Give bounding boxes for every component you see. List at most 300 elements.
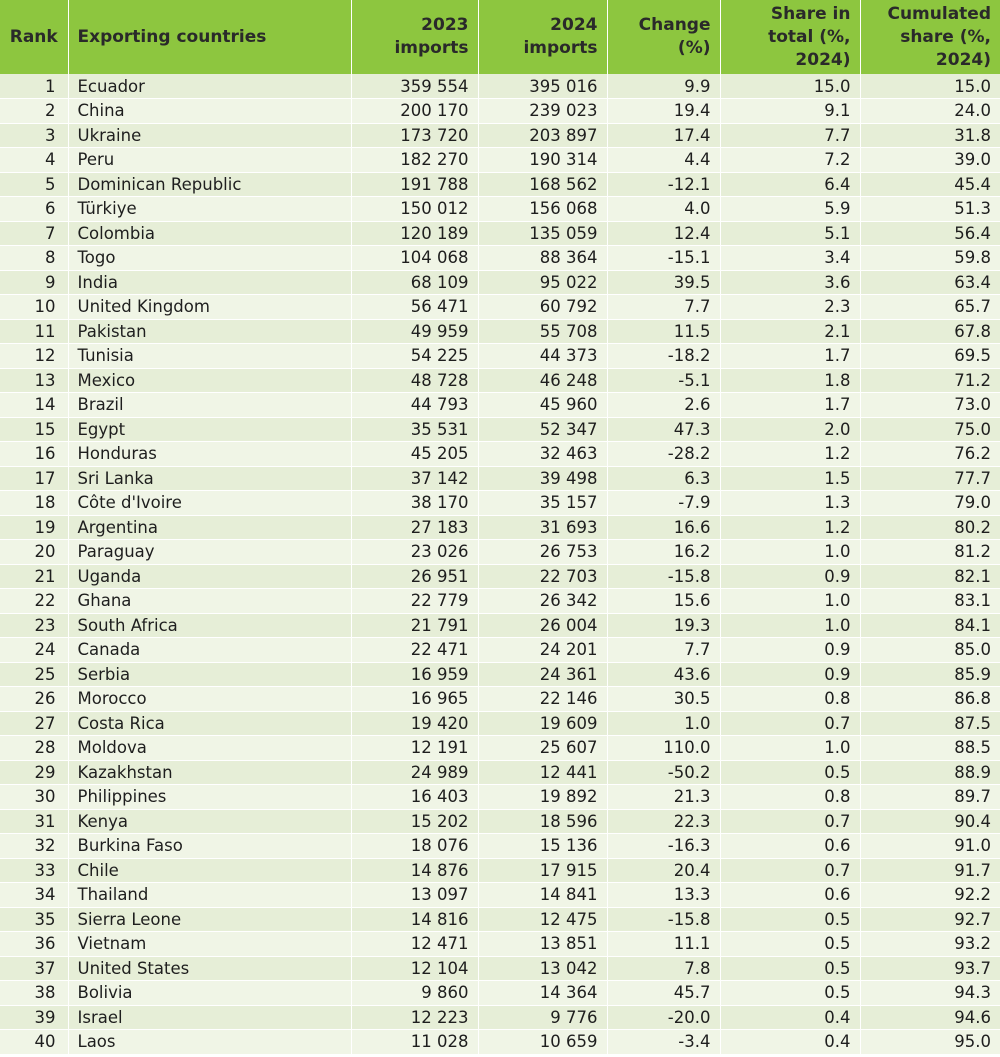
share-cell: 1.2 [720,442,860,467]
country-cell: Canada [68,638,351,663]
change-cell: 1.0 [607,711,720,736]
change-cell: 12.4 [607,221,720,246]
change-cell: 30.5 [607,687,720,712]
cumulated-share-cell: 94.3 [860,981,1000,1006]
rank-cell: 14 [0,393,68,418]
cumulated-header-line1: Cumulated [887,3,991,24]
imports-2024-cell: 10 659 [478,1030,607,1055]
share-cell: 3.6 [720,270,860,295]
cumulated-share-cell: 80.2 [860,515,1000,540]
imports-2023-cell: 191 788 [351,172,478,197]
share-cell: 0.4 [720,1030,860,1055]
share-cell: 0.5 [720,981,860,1006]
imports-2024-cell: 46 248 [478,368,607,393]
share-cell: 15.0 [720,74,860,99]
country-cell: Kenya [68,809,351,834]
country-cell: Ukraine [68,123,351,148]
change-cell: 43.6 [607,662,720,687]
table-row [0,172,1000,197]
change-cell: -15.8 [607,907,720,932]
share-cell: 3.4 [720,246,860,271]
share-cell: 6.4 [720,172,860,197]
change-cell: -15.8 [607,564,720,589]
rank-cell: 5 [0,172,68,197]
imports-2023-cell: 38 170 [351,491,478,516]
rank-cell: 40 [0,1030,68,1055]
cumulated-share-cell: 94.6 [860,1005,1000,1030]
share-cell: 5.1 [720,221,860,246]
imports-2023-header [351,0,478,74]
change-cell: 22.3 [607,809,720,834]
cumulated-share-cell: 69.5 [860,344,1000,369]
table-row [0,295,1000,320]
cumulated-share-cell: 51.3 [860,197,1000,222]
change-cell: 13.3 [607,883,720,908]
imports-2023-cell: 12 471 [351,932,478,957]
share-cell: 0.5 [720,932,860,957]
rank-cell: 35 [0,907,68,932]
cumulated-share-cell: 93.2 [860,932,1000,957]
cumulated-header-line3: 2024) [935,49,991,70]
country-cell: Sri Lanka [68,466,351,491]
cumulated-share-cell: 92.7 [860,907,1000,932]
table-row [0,221,1000,246]
cumulated-share-cell: 56.4 [860,221,1000,246]
cumulated-share-cell: 91.0 [860,834,1000,859]
change-cell: -3.4 [607,1030,720,1055]
change-cell: 11.5 [607,319,720,344]
cumulated-share-cell: 86.8 [860,687,1000,712]
table-row [0,932,1000,957]
imports-2023-cell: 182 270 [351,148,478,173]
rank-cell: 11 [0,319,68,344]
cumulated-share-cell: 67.8 [860,319,1000,344]
country-cell: Dominican Republic [68,172,351,197]
country-cell: Philippines [68,785,351,810]
imports-2024-header [478,0,607,74]
imports-2024-cell: 26 342 [478,589,607,614]
rank-cell: 20 [0,540,68,565]
imports-2023-cell: 44 793 [351,393,478,418]
rank-cell: 37 [0,956,68,981]
change-cell: 45.7 [607,981,720,1006]
rank-cell: 8 [0,246,68,271]
rank-cell: 7 [0,221,68,246]
table-row [0,417,1000,442]
rank-cell: 12 [0,344,68,369]
table-row [0,99,1000,124]
imports-2024-cell: 13 042 [478,956,607,981]
imports-2023-cell: 27 183 [351,515,478,540]
imports-2024-cell: 22 703 [478,564,607,589]
imports-2024-cell: 14 364 [478,981,607,1006]
change-cell: 47.3 [607,417,720,442]
imports-2024-cell: 156 068 [478,197,607,222]
imports-2023-header-line1: 2023 [421,15,469,35]
table-row [0,344,1000,369]
cumulated-share-cell: 24.0 [860,99,1000,124]
imports-2024-cell: 95 022 [478,270,607,295]
country-cell: Egypt [68,417,351,442]
change-cell: 19.3 [607,613,720,638]
imports-2023-cell: 16 959 [351,662,478,687]
imports-2024-cell: 17 915 [478,858,607,883]
imports-2023-cell: 12 191 [351,736,478,761]
change-cell: -7.9 [607,491,720,516]
cumulated-share-cell: 39.0 [860,148,1000,173]
imports-2023-cell: 22 779 [351,589,478,614]
table-row [0,393,1000,418]
imports-2024-cell: 44 373 [478,344,607,369]
country-cell: Ghana [68,589,351,614]
country-cell: China [68,99,351,124]
table-row [0,515,1000,540]
change-cell: -12.1 [607,172,720,197]
table-row [0,589,1000,614]
imports-2024-cell: 88 364 [478,246,607,271]
country-cell: South Africa [68,613,351,638]
imports-2024-cell: 19 892 [478,785,607,810]
rank-cell: 28 [0,736,68,761]
imports-2024-cell: 14 841 [478,883,607,908]
change-cell: -20.0 [607,1005,720,1030]
share-cell: 9.1 [720,99,860,124]
country-cell: Pakistan [68,319,351,344]
imports-2024-cell: 9 776 [478,1005,607,1030]
cumulated-share-cell: 15.0 [860,74,1000,99]
cumulated-share-cell: 93.7 [860,956,1000,981]
table-header [0,0,1000,74]
table-row [0,319,1000,344]
imports-2024-cell: 24 201 [478,638,607,663]
imports-2024-cell: 190 314 [478,148,607,173]
cumulated-share-cell: 59.8 [860,246,1000,271]
change-cell: -18.2 [607,344,720,369]
share-cell: 1.3 [720,491,860,516]
country-cell: Thailand [68,883,351,908]
share-cell: 0.9 [720,662,860,687]
table-row [0,760,1000,785]
share-cell: 1.7 [720,344,860,369]
change-cell: 6.3 [607,466,720,491]
table-row [0,736,1000,761]
imports-2023-cell: 11 028 [351,1030,478,1055]
rank-cell: 10 [0,295,68,320]
imports-2024-cell: 19 609 [478,711,607,736]
imports-2023-cell: 173 720 [351,123,478,148]
rank-header-label: Rank [9,26,58,47]
share-cell: 1.0 [720,540,860,565]
table-row [0,270,1000,295]
country-cell: Paraguay [68,540,351,565]
cumulated-header-line2: share (%, [900,26,991,47]
share-cell: 1.0 [720,613,860,638]
imports-2024-cell: 18 596 [478,809,607,834]
country-cell: Peru [68,148,351,173]
rank-cell: 17 [0,466,68,491]
change-cell: 2.6 [607,393,720,418]
imports-2023-cell: 48 728 [351,368,478,393]
change-cell: -16.3 [607,834,720,859]
rank-cell: 6 [0,197,68,222]
imports-2024-cell: 55 708 [478,319,607,344]
cumulated-share-cell: 85.0 [860,638,1000,663]
country-cell: United Kingdom [68,295,351,320]
rank-header [0,0,68,74]
imports-2024-cell: 60 792 [478,295,607,320]
country-cell: Côte d'Ivoire [68,491,351,516]
share-cell: 7.7 [720,123,860,148]
imports-2023-cell: 19 420 [351,711,478,736]
table-row [0,638,1000,663]
table-row [0,368,1000,393]
change-cell: 17.4 [607,123,720,148]
change-cell: 16.6 [607,515,720,540]
cumulated-share-cell: 63.4 [860,270,1000,295]
country-cell: India [68,270,351,295]
change-cell: 9.9 [607,74,720,99]
cumulated-share-cell: 87.5 [860,711,1000,736]
rank-cell: 1 [0,74,68,99]
change-cell: 7.8 [607,956,720,981]
cumulated-share-cell: 76.2 [860,442,1000,467]
table-row [0,74,1000,99]
table-row [0,834,1000,859]
imports-2024-header-line1: 2024 [550,15,598,35]
country-cell: Bolivia [68,981,351,1006]
imports-2023-cell: 26 951 [351,564,478,589]
table-row [0,564,1000,589]
table-row [0,540,1000,565]
share-cell: 1.7 [720,393,860,418]
imports-2023-cell: 24 989 [351,760,478,785]
table-row [0,981,1000,1006]
rank-cell: 16 [0,442,68,467]
cumulated-share-cell: 89.7 [860,785,1000,810]
share-cell: 2.0 [720,417,860,442]
rank-cell: 23 [0,613,68,638]
country-header-label: Exporting countries [77,26,267,47]
cumulated-share-cell: 45.4 [860,172,1000,197]
country-cell: Tunisia [68,344,351,369]
share-cell: 0.7 [720,809,860,834]
cumulated-share-cell: 31.8 [860,123,1000,148]
change-cell: 16.2 [607,540,720,565]
country-cell: United States [68,956,351,981]
change-cell: 110.0 [607,736,720,761]
rank-cell: 39 [0,1005,68,1030]
cumulated-share-cell: 90.4 [860,809,1000,834]
change-cell: 7.7 [607,638,720,663]
country-cell: Uganda [68,564,351,589]
country-cell: Laos [68,1030,351,1055]
imports-2024-cell: 22 146 [478,687,607,712]
cumulated-share-cell: 88.9 [860,760,1000,785]
imports-2024-header-line2: imports [523,38,598,58]
table-row [0,687,1000,712]
share-header-line3: 2024) [795,49,851,70]
table-row [0,662,1000,687]
country-cell: Ecuador [68,74,351,99]
imports-2023-cell: 150 012 [351,197,478,222]
imports-2023-cell: 9 860 [351,981,478,1006]
country-cell: Vietnam [68,932,351,957]
table-row [0,197,1000,222]
imports-2023-cell: 22 471 [351,638,478,663]
country-cell: Kazakhstan [68,760,351,785]
country-cell: Israel [68,1005,351,1030]
table-row [0,956,1000,981]
table-row [0,883,1000,908]
imports-2023-cell: 68 109 [351,270,478,295]
table-row [0,466,1000,491]
imports-2024-cell: 52 347 [478,417,607,442]
cumulated-share-cell: 83.1 [860,589,1000,614]
share-cell: 0.6 [720,834,860,859]
change-header-line1: Change [638,15,711,35]
imports-2023-cell: 13 097 [351,883,478,908]
imports-2023-cell: 12 223 [351,1005,478,1030]
imports-2024-cell: 39 498 [478,466,607,491]
imports-2023-cell: 16 965 [351,687,478,712]
imports-2023-cell: 16 403 [351,785,478,810]
country-cell: Colombia [68,221,351,246]
share-cell: 7.2 [720,148,860,173]
imports-2024-cell: 32 463 [478,442,607,467]
imports-2024-cell: 26 004 [478,613,607,638]
change-cell: -50.2 [607,760,720,785]
country-cell: Costa Rica [68,711,351,736]
table-row [0,711,1000,736]
table-row [0,809,1000,834]
share-cell: 1.0 [720,589,860,614]
rank-cell: 32 [0,834,68,859]
cumulated-share-cell: 65.7 [860,295,1000,320]
imports-2023-cell: 49 959 [351,319,478,344]
imports-2023-cell: 21 791 [351,613,478,638]
imports-2024-cell: 168 562 [478,172,607,197]
imports-2024-cell: 395 016 [478,74,607,99]
change-cell: 7.7 [607,295,720,320]
rank-cell: 38 [0,981,68,1006]
rank-cell: 2 [0,99,68,124]
rank-cell: 18 [0,491,68,516]
share-cell: 0.9 [720,564,860,589]
share-cell: 2.3 [720,295,860,320]
table-row [0,1030,1000,1055]
imports-2024-cell: 45 960 [478,393,607,418]
share-cell: 0.8 [720,687,860,712]
country-cell: Serbia [68,662,351,687]
cumulated-share-cell: 91.7 [860,858,1000,883]
imports-2023-cell: 15 202 [351,809,478,834]
share-cell: 0.5 [720,956,860,981]
imports-2023-cell: 23 026 [351,540,478,565]
cumulated-share-cell: 81.2 [860,540,1000,565]
imports-2023-cell: 200 170 [351,99,478,124]
imports-2023-cell: 14 876 [351,858,478,883]
change-cell: -15.1 [607,246,720,271]
change-cell: 15.6 [607,589,720,614]
country-cell: Honduras [68,442,351,467]
change-cell: 20.4 [607,858,720,883]
rank-cell: 26 [0,687,68,712]
change-cell: 4.0 [607,197,720,222]
cumulated-share-cell: 73.0 [860,393,1000,418]
change-cell: -5.1 [607,368,720,393]
share-header [720,0,860,74]
change-cell: 39.5 [607,270,720,295]
share-cell: 0.9 [720,638,860,663]
cumulated-share-cell: 88.5 [860,736,1000,761]
table-row [0,246,1000,271]
imports-2023-cell: 45 205 [351,442,478,467]
country-cell: Mexico [68,368,351,393]
cumulated-share-cell: 71.2 [860,368,1000,393]
imports-2023-header-line2: imports [394,38,469,58]
cumulated-header [860,0,1000,74]
rank-cell: 15 [0,417,68,442]
imports-2024-cell: 26 753 [478,540,607,565]
change-cell: 19.4 [607,99,720,124]
imports-2023-cell: 35 531 [351,417,478,442]
cumulated-share-cell: 92.2 [860,883,1000,908]
imports-2024-cell: 203 897 [478,123,607,148]
cumulated-share-cell: 85.9 [860,662,1000,687]
rank-cell: 27 [0,711,68,736]
share-cell: 1.8 [720,368,860,393]
imports-2024-cell: 12 441 [478,760,607,785]
table-row [0,491,1000,516]
share-cell: 0.5 [720,760,860,785]
rank-cell: 22 [0,589,68,614]
share-cell: 0.6 [720,883,860,908]
share-cell: 5.9 [720,197,860,222]
imports-2023-cell: 56 471 [351,295,478,320]
table-row [0,148,1000,173]
country-cell: Burkina Faso [68,834,351,859]
country-cell: Togo [68,246,351,271]
country-cell: Türkiye [68,197,351,222]
change-header-line2: (%) [677,38,711,58]
rank-cell: 19 [0,515,68,540]
table-row [0,907,1000,932]
imports-2023-cell: 37 142 [351,466,478,491]
rank-cell: 31 [0,809,68,834]
change-cell: 11.1 [607,932,720,957]
imports-2023-cell: 18 076 [351,834,478,859]
imports-2024-cell: 31 693 [478,515,607,540]
cumulated-share-cell: 84.1 [860,613,1000,638]
imports-2024-cell: 15 136 [478,834,607,859]
table-row [0,613,1000,638]
share-cell: 1.0 [720,736,860,761]
rank-cell: 34 [0,883,68,908]
cumulated-share-cell: 82.1 [860,564,1000,589]
cumulated-share-cell: 75.0 [860,417,1000,442]
rank-cell: 3 [0,123,68,148]
rank-cell: 29 [0,760,68,785]
rank-cell: 25 [0,662,68,687]
country-header [68,0,351,74]
share-cell: 1.5 [720,466,860,491]
imports-2024-cell: 24 361 [478,662,607,687]
imports-2023-cell: 359 554 [351,74,478,99]
table-body [0,74,1000,1054]
rank-cell: 36 [0,932,68,957]
country-cell: Brazil [68,393,351,418]
imports-2024-cell: 12 475 [478,907,607,932]
